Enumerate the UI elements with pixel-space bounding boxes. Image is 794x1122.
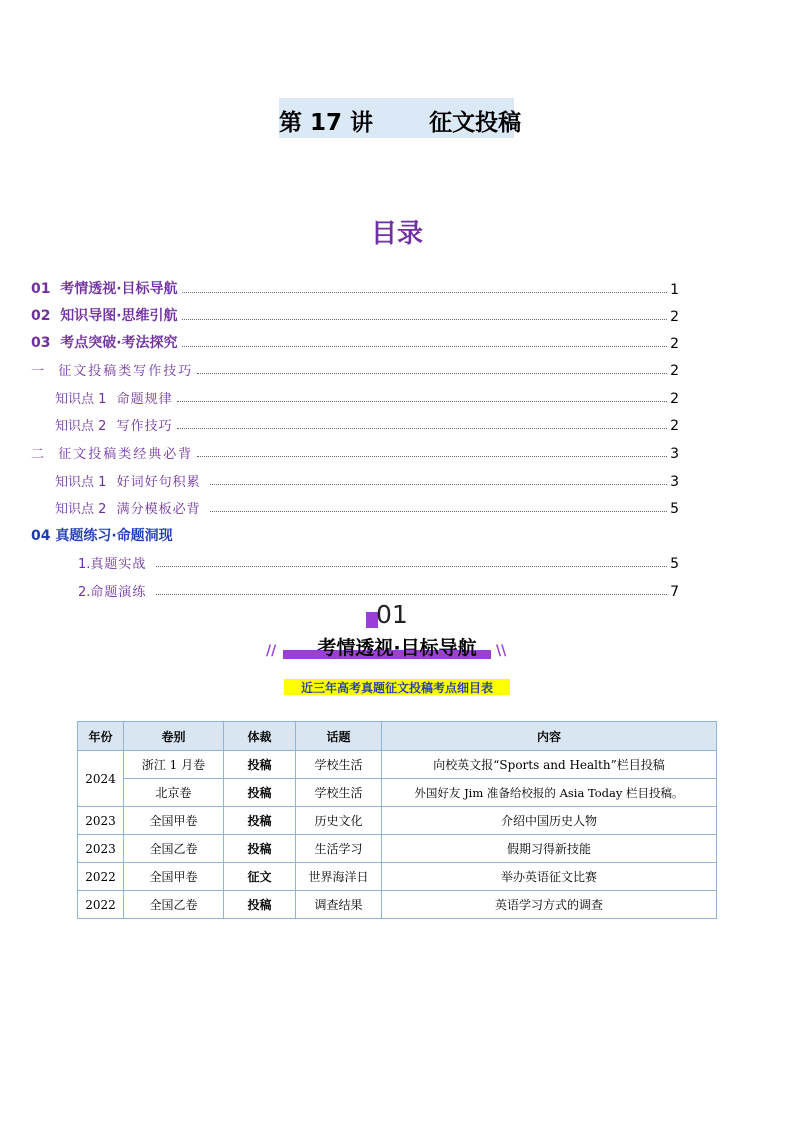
toc-entry-label: 二 征文投稿类经典必背 xyxy=(31,447,194,462)
toc-entry-label: 命题演练 xyxy=(90,585,152,600)
toc-leader xyxy=(177,428,667,429)
cell-year: 2022 xyxy=(78,891,124,919)
toc-leader xyxy=(197,456,667,457)
toc-entry-page: 2 xyxy=(670,418,679,434)
toc-entry[interactable] xyxy=(31,276,679,298)
toc-leader xyxy=(197,373,667,374)
toc-entry[interactable] xyxy=(31,523,679,545)
cell-genre: 投稿 xyxy=(224,835,296,863)
column-header: 年份 xyxy=(78,722,124,751)
exam-topics-table xyxy=(77,721,717,919)
cell-paper: 全国甲卷 xyxy=(124,807,224,835)
table-row xyxy=(78,807,717,835)
toc-leader xyxy=(182,319,668,320)
table-row xyxy=(78,751,717,779)
toc-entry[interactable] xyxy=(55,385,679,407)
cell-genre: 投稿 xyxy=(224,891,296,919)
toc-entry-page: 2 xyxy=(670,336,679,352)
toc-entry-page: 5 xyxy=(670,556,679,572)
toc-entry-prefix: 2. xyxy=(78,585,91,600)
toc-entry[interactable] xyxy=(31,303,679,325)
toc-entry[interactable] xyxy=(55,495,679,517)
column-header: 话题 xyxy=(296,722,382,751)
cell-content: 举办英语征文比赛 xyxy=(382,863,717,891)
toc-entry[interactable] xyxy=(31,357,679,379)
toc-leader xyxy=(182,292,668,293)
toc-entry-label: 01 考情透视·目标导航 xyxy=(31,281,178,297)
cell-year: 2022 xyxy=(78,863,124,891)
cell-topic: 生活学习 xyxy=(296,835,382,863)
cell-paper: 北京卷 xyxy=(124,779,224,807)
cell-content: 假期习得新技能 xyxy=(382,835,717,863)
toc-entry[interactable] xyxy=(55,468,679,490)
toc-entry-label: 一 征文投稿类写作技巧 xyxy=(31,364,194,379)
cell-paper: 全国甲卷 xyxy=(124,863,224,891)
cell-genre: 征文 xyxy=(224,863,296,891)
toc-entry-prefix: 知识点 1 xyxy=(55,475,107,490)
toc-entry-prefix: 知识点 2 xyxy=(55,502,107,517)
cell-year: 2023 xyxy=(78,807,124,835)
doc-title: 第 17 讲 征文投稿 xyxy=(279,110,522,136)
cell-genre: 投稿 xyxy=(224,779,296,807)
section-number: 01 xyxy=(376,600,408,629)
toc-entry-page: 2 xyxy=(670,363,679,379)
toc-entry-label: 03 考点突破·考法探究 xyxy=(31,335,178,351)
toc-entry[interactable] xyxy=(55,412,679,434)
cell-content: 英语学习方式的调查 xyxy=(382,891,717,919)
toc-entry-page: 5 xyxy=(670,501,679,517)
toc-entry-prefix: 1. xyxy=(78,557,91,572)
toc-entry[interactable] xyxy=(78,578,679,600)
section-slash-right: \\ xyxy=(496,643,507,659)
section-title: 考情透视·目标导航 xyxy=(317,637,477,659)
cell-content: 向校英文报“Sports and Health”栏目投稿 xyxy=(382,751,717,779)
toc-entry[interactable] xyxy=(31,330,679,352)
table-row xyxy=(78,863,717,891)
table-row xyxy=(78,835,717,863)
toc-entry-prefix: 知识点 1 xyxy=(55,392,107,407)
cell-topic: 历史文化 xyxy=(296,807,382,835)
cell-topic: 学校生活 xyxy=(296,751,382,779)
toc-leader xyxy=(210,484,667,485)
toc-leader xyxy=(182,346,668,347)
cell-topic: 学校生活 xyxy=(296,779,382,807)
toc-entry-page: 2 xyxy=(670,391,679,407)
cell-genre: 投稿 xyxy=(224,751,296,779)
toc-entry-label: 真题实战 xyxy=(90,557,152,572)
toc-entry-label: 好词好句积累 xyxy=(106,475,206,490)
cell-genre: 投稿 xyxy=(224,807,296,835)
cell-topic: 调查结果 xyxy=(296,891,382,919)
column-header: 体裁 xyxy=(224,722,296,751)
toc-entry-page: 1 xyxy=(670,282,679,298)
toc-entry-page: 2 xyxy=(670,309,679,325)
cell-paper: 全国乙卷 xyxy=(124,835,224,863)
cell-topic: 世界海洋日 xyxy=(296,863,382,891)
toc-heading: 目录 xyxy=(370,219,423,249)
cell-content: 介绍中国历史人物 xyxy=(382,807,717,835)
toc-entry-page: 3 xyxy=(670,446,679,462)
cell-paper: 全国乙卷 xyxy=(124,891,224,919)
cell-content: 外国好友 Jim 准备给校报的 Asia Today 栏目投稿。 xyxy=(382,779,717,807)
toc-entry-prefix: 知识点 2 xyxy=(55,419,107,434)
cell-paper: 浙江 1 月卷 xyxy=(124,751,224,779)
toc-entry-label: 满分模板必背 xyxy=(106,502,206,517)
table-row xyxy=(78,891,717,919)
toc-entry[interactable] xyxy=(78,550,679,572)
toc-entry-label: 命题规律 xyxy=(106,392,173,407)
toc-leader xyxy=(177,401,667,402)
toc-leader xyxy=(156,566,668,567)
toc-entry-label: 02 知识导图·思维引航 xyxy=(31,308,178,324)
toc-entry[interactable] xyxy=(31,440,679,462)
toc-entry-label: 写作技巧 xyxy=(106,419,173,434)
cell-year: 2024 xyxy=(78,751,124,807)
toc-entry-label: 04 真题练习·命题洞现 xyxy=(31,528,173,544)
table-header-row xyxy=(78,722,717,751)
section-slash-left: // xyxy=(266,643,277,659)
toc-leader xyxy=(156,594,668,595)
toc-entry-page: 7 xyxy=(670,584,679,600)
column-header: 卷别 xyxy=(124,722,224,751)
table-caption: 近三年高考真题征文投稿考点细目表 xyxy=(300,681,493,695)
table-row xyxy=(78,779,717,807)
toc-leader xyxy=(210,511,667,512)
cell-year: 2023 xyxy=(78,835,124,863)
toc-entry-page: 3 xyxy=(670,474,679,490)
column-header: 内容 xyxy=(382,722,717,751)
